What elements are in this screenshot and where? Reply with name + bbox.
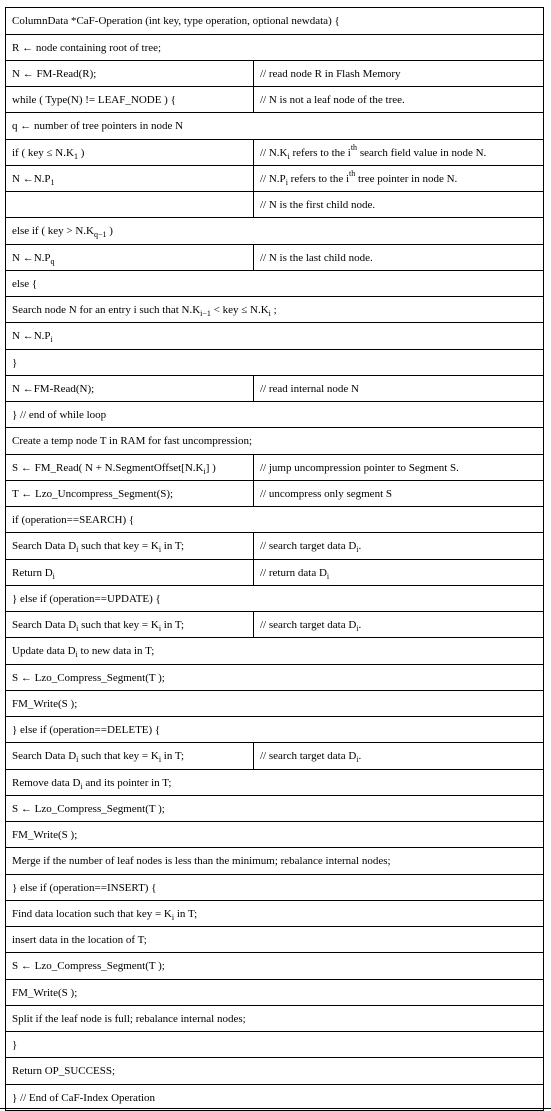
code-statement: while ( Type(N) != LEAF_NODE ) { xyxy=(6,87,254,113)
code-row xyxy=(6,376,544,402)
code-row xyxy=(6,717,544,743)
code-row xyxy=(6,796,544,822)
code-row xyxy=(6,271,544,297)
code-row xyxy=(6,507,544,533)
code-row xyxy=(6,901,544,927)
code-comment: // N is not a leaf node of the tree. xyxy=(254,87,544,113)
code-row xyxy=(6,665,544,691)
code-statement: N $\leftarrow N.P_q$ xyxy=(6,245,254,271)
code-line: Return OP_SUCCESS; xyxy=(6,1058,544,1085)
code-row xyxy=(6,166,544,192)
code-row xyxy=(6,560,544,586)
code-row xyxy=(6,1058,544,1085)
code-row xyxy=(6,875,544,901)
code-comment: // $N.K_i$ refers to the $i^{th}$ search field value in node N. xyxy=(254,140,544,166)
code-row xyxy=(6,402,544,428)
code-line: Find data location such that key = $K_i$ in T; xyxy=(6,901,544,927)
code-line: } else if (operation==UPDATE) { xyxy=(6,586,544,612)
code-statement: if ( key ≤ $N.K_1$ ) xyxy=(6,140,254,166)
code-line: Search node N for an entry i such that $N.K_{i-1}$ < key ≤ $N.K_i$ ; xyxy=(6,297,544,323)
code-line: } // End of CaF-Index Operation xyxy=(6,1085,544,1111)
code-row xyxy=(6,87,544,113)
code-row xyxy=(6,350,544,376)
code-row xyxy=(6,743,544,770)
code-row xyxy=(6,691,544,717)
code-line: S ← Lzo_Compress_Segment(T ); xyxy=(6,953,544,980)
code-line: } else if (operation==INSERT) { xyxy=(6,875,544,901)
code-comment: // read internal node N xyxy=(254,376,544,402)
code-row xyxy=(6,612,544,638)
code-statement: N ←FM-Read(N); xyxy=(6,376,254,402)
code-line: Merge if the number of leaf nodes is less than the minimum; rebalance internal nodes; xyxy=(6,848,544,875)
code-row xyxy=(6,455,544,481)
code-row xyxy=(6,1006,544,1032)
code-row xyxy=(6,35,544,61)
code-statement: Search Data $D_i$ such that key = $K_i$ in T; xyxy=(6,612,254,638)
code-line: FM_Write(S ); xyxy=(6,691,544,717)
code-line: } // end of while loop xyxy=(6,402,544,428)
code-line: FM_Write(S ); xyxy=(6,822,544,848)
code-row xyxy=(6,1032,544,1058)
code-line: Remove data $D_i$ and its pointer in T; xyxy=(6,770,544,796)
code-row xyxy=(6,822,544,848)
code-row xyxy=(6,481,544,507)
code-line: Split if the leaf node is full; rebalance internal nodes; xyxy=(6,1006,544,1032)
code-comment: // jump uncompression pointer to Segment S. xyxy=(254,455,544,481)
code-comment: // uncompress only segment S xyxy=(254,481,544,507)
code-statement: Search Data $D_i$ such that key = $K_i$ in T; xyxy=(6,533,254,560)
code-row xyxy=(6,638,544,665)
algorithm-body xyxy=(6,8,544,1111)
code-comment: // return data $D_i$ xyxy=(254,560,544,586)
code-line: } xyxy=(6,1032,544,1058)
code-line: FM_Write(S ); xyxy=(6,980,544,1006)
code-line: else if ( key > $N.K_{q-1}$ ) xyxy=(6,218,544,245)
code-line: } xyxy=(6,350,544,376)
bottom-rule xyxy=(0,1108,551,1109)
code-line: S ← Lzo_Compress_Segment(T ); xyxy=(6,796,544,822)
code-statement: N ← FM-Read(R); xyxy=(6,61,254,87)
code-line: ColumnData *CaF-Operation (int key, type operation, optional newdata) { xyxy=(6,8,544,35)
code-comment: // N is the first child node. xyxy=(254,192,544,218)
code-statement: Search Data $D_i$ such that key = $K_i$ in T; xyxy=(6,743,254,770)
code-comment: // search target data $D_i$. xyxy=(254,533,544,560)
code-statement: N $\leftarrow N.P_1$ xyxy=(6,166,254,192)
code-comment: // N is the last child node. xyxy=(254,245,544,271)
code-row xyxy=(6,533,544,560)
code-row xyxy=(6,848,544,875)
code-comment: // search target data $D_i$. xyxy=(254,612,544,638)
code-row xyxy=(6,8,544,35)
code-row xyxy=(6,980,544,1006)
code-statement: S ← FM_Read( $N + N.SegmentOffset[N.K_i]$ ) xyxy=(6,455,254,481)
code-row xyxy=(6,245,544,271)
code-statement: T ← Lzo_Uncompress_Segment(S); xyxy=(6,481,254,507)
code-row xyxy=(6,192,544,218)
code-line: N $\leftarrow N.P_i$ xyxy=(6,323,544,350)
code-line: else { xyxy=(6,271,544,297)
code-row xyxy=(6,586,544,612)
code-row xyxy=(6,113,544,140)
code-row xyxy=(6,770,544,796)
code-row xyxy=(6,953,544,980)
code-comment: // read node R in Flash Memory xyxy=(254,61,544,87)
code-row xyxy=(6,428,544,455)
code-row xyxy=(6,1085,544,1111)
code-line: if (operation==SEARCH) { xyxy=(6,507,544,533)
algorithm-table xyxy=(5,7,544,1111)
code-comment: // $N.P_i$ refers to the $i^{th}$ tree pointer in node N. xyxy=(254,166,544,192)
code-row xyxy=(6,61,544,87)
code-line: q ← number of tree pointers in node N xyxy=(6,113,544,140)
code-line: Create a temp node T in RAM for fast uncompression; xyxy=(6,428,544,455)
code-line: insert data in the location of T; xyxy=(6,927,544,953)
code-row xyxy=(6,218,544,245)
code-line: } else if (operation==DELETE) { xyxy=(6,717,544,743)
code-line: R ← node containing root of tree; xyxy=(6,35,544,61)
code-row xyxy=(6,927,544,953)
code-row xyxy=(6,140,544,166)
code-comment: // search target data $D_i$. xyxy=(254,743,544,770)
code-row xyxy=(6,297,544,323)
code-statement xyxy=(6,192,254,218)
code-line: S ← Lzo_Compress_Segment(T ); xyxy=(6,665,544,691)
code-row xyxy=(6,323,544,350)
code-statement: Return $D_i$ xyxy=(6,560,254,586)
code-line: Update data $D_i$ to new data in T; xyxy=(6,638,544,665)
